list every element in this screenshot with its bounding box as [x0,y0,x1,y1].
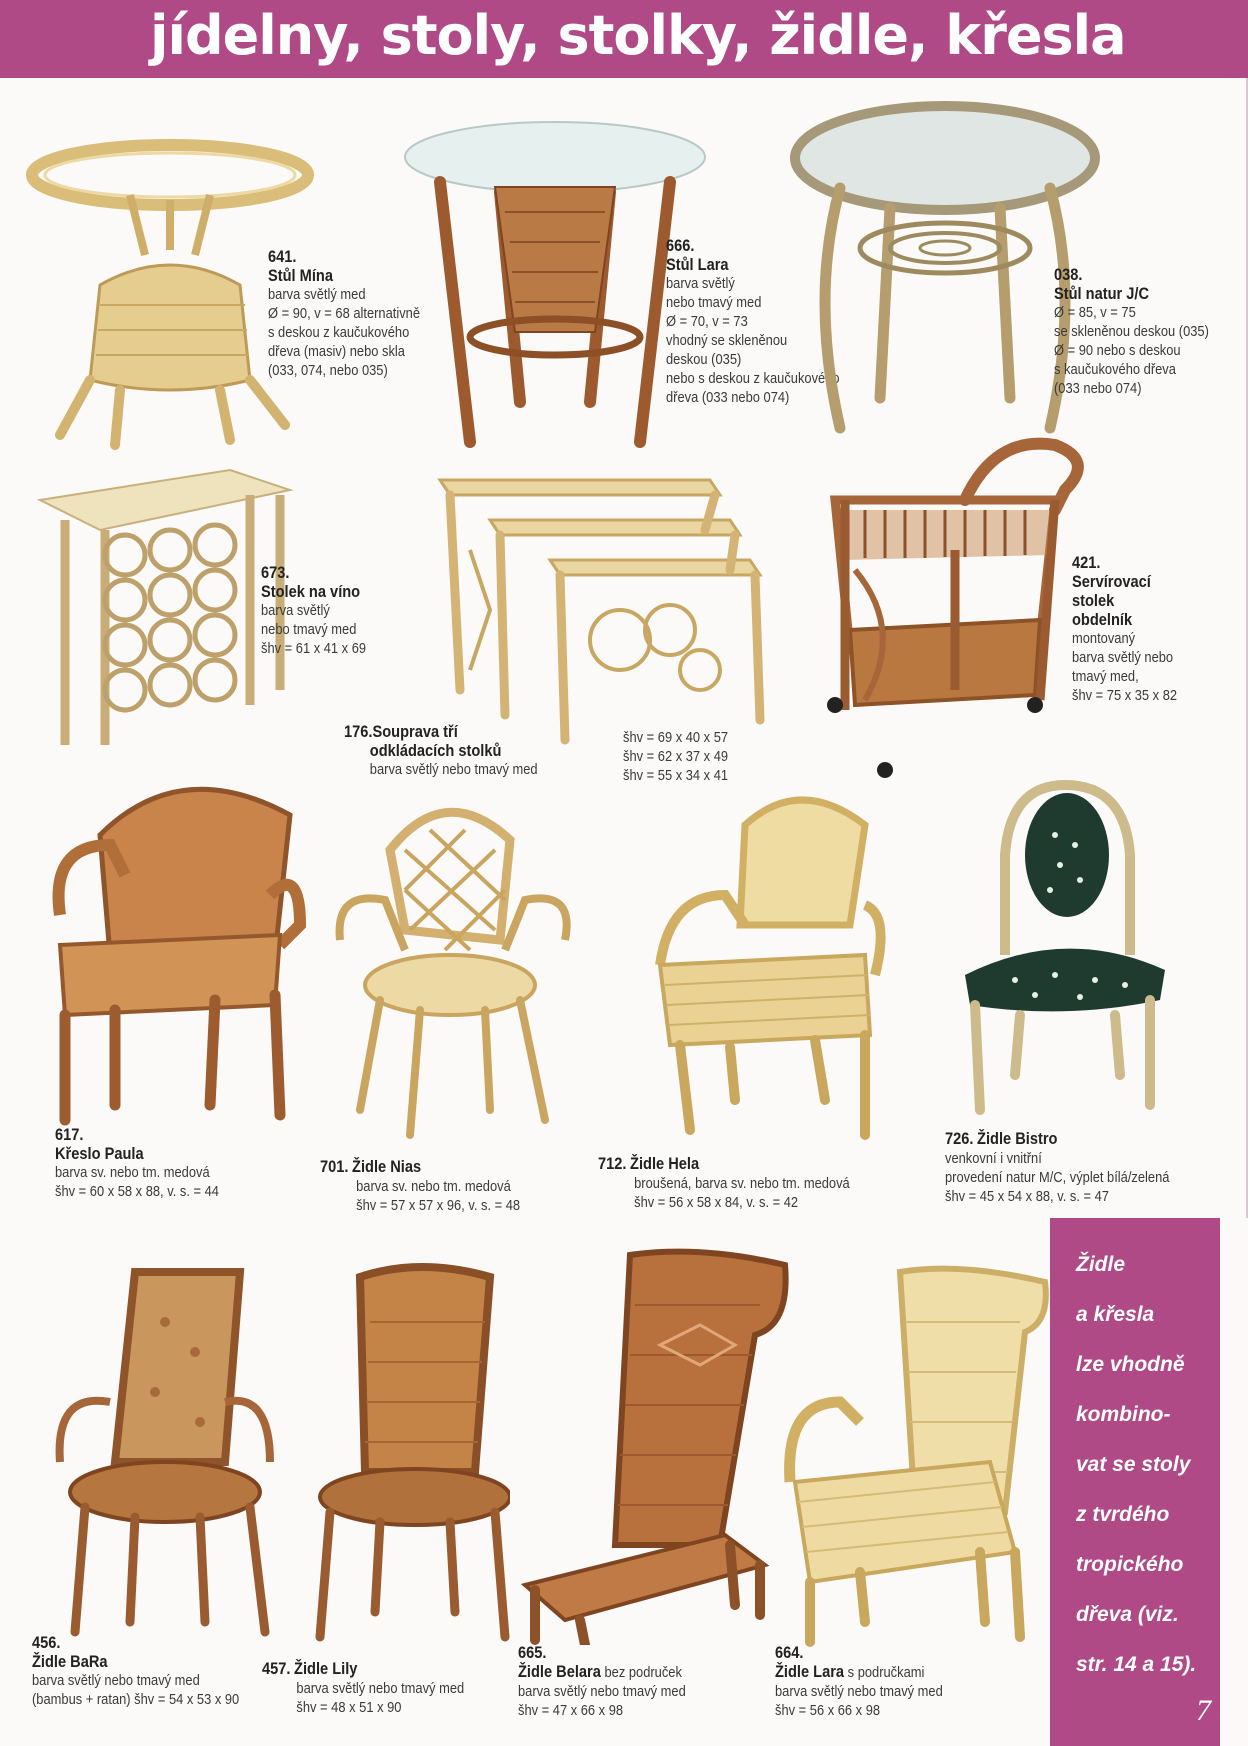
page-number: 7 [1196,1694,1211,1727]
caption-726: 726. Židle Bistro venkovní i vnitřní provedení natur M/C, výplet bílá/zelená šhv = 45 x 54 x 88, v. s. = 47 [945,1129,1170,1205]
caption-617: 617. Křeslo Paula barva sv. nebo tm. medová šhv = 60 x 58 x 88, v. s. = 44 [55,1125,219,1200]
info-sidebar [1050,1218,1220,1746]
caption-421: 421. Servírovací stolek obdelník montovaný barva světlý nebo tmavý med, šhv = 75 x 35 x 82 [1072,553,1178,704]
caption-456: 456. Židle BaRa barva světlý nebo tmavý med (bambus + ratan) šhv = 54 x 53 x 90 [32,1633,240,1708]
caption-038: 038. Stůl natur J/C Ø = 85, v = 75 se skleněnou deskou (035) Ø = 90 nebo s deskou s kaučukového dřeva (033 nebo 074) [1054,265,1209,397]
product-image-665 [520,1245,800,1645]
caption-666: 666. Stůl Lara barva světlý nebo tmavý med Ø = 70, v = 73 vhodný se skleněnou deskou (035) nebo s deskou z kaučukového dřeva (033 nebo 074) [666,236,840,406]
sidebar-line: tropického [1076,1553,1184,1576]
product-image-664 [780,1262,1050,1647]
sidebar-line: str. 14 a 15). [1076,1653,1197,1676]
caption-176: 176.Souprava tří odkládacích stolků barva světlý nebo tmavý med [344,722,538,778]
product-image-726 [955,775,1175,1125]
header-banner [0,0,1248,78]
sidebar-line: vat se stoly [1076,1453,1191,1476]
product-image-176 [430,470,770,750]
sidebar-line: z tvrdého [1076,1503,1170,1526]
caption-673: 673. Stolek na víno barva světlý nebo tmavý med šhv = 61 x 41 x 69 [261,563,367,657]
page-title: jídelny, stoly, stolky, židle, křesla [150,4,1126,67]
caption-701: 701. Židle Nias barva sv. nebo tm. medová šhv = 57 x 57 x 96, v. s. = 48 [320,1157,521,1214]
caption-457: 457. Židle Lily barva světlý nebo tmavý med šhv = 48 x 51 x 90 [262,1659,465,1716]
sizes-176: šhv = 69 x 40 x 57 šhv = 62 x 37 x 49 šhv = 55 x 34 x 41 [623,729,729,784]
caption-664: 664. Židle Lara s područkami barva světlý nebo tmavý med šhv = 56 x 66 x 98 [775,1643,943,1719]
product-image-701 [335,790,575,1140]
caption-641: 641. Stůl Mína barva světlý med Ø = 90, v = 68 alternativně s deskou z kaučukového dřeva (masiv) nebo skla (033, 074, nebo 035) [268,247,421,379]
sidebar-line: lze vhodně [1076,1353,1185,1376]
sidebar-line: a křesla [1076,1303,1155,1326]
sidebar-line: Židle [1076,1253,1126,1276]
product-image-712 [650,785,900,1145]
product-image-666 [400,112,710,452]
product-image-457 [300,1262,510,1642]
product-image-617 [40,775,310,1135]
product-image-421 [825,430,1105,780]
product-image-456 [55,1262,275,1642]
caption-665: 665. Židle Belara bez područek barva světlý nebo tmavý med šhv = 47 x 66 x 98 [518,1643,686,1719]
product-image-673 [30,460,300,750]
sidebar-line: dřeva (viz. [1076,1603,1179,1626]
sidebar-line: kombino- [1076,1403,1171,1426]
caption-712: 712. Židle Hela broušená, barva sv. nebo tm. medová šhv = 56 x 58 x 84, v. s. = 42 [598,1154,850,1211]
